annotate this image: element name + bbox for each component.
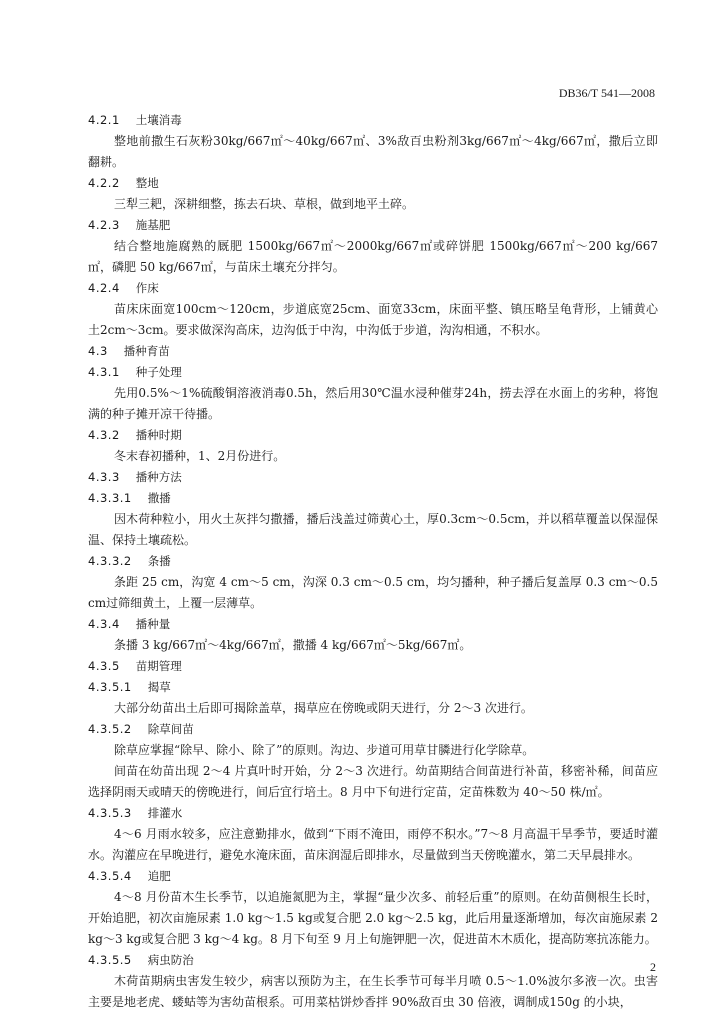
section-heading bbox=[88, 551, 658, 572]
section-title: 病虫防治 bbox=[147, 953, 194, 967]
section-heading bbox=[88, 677, 658, 698]
section-number: 4.3.5.1 bbox=[88, 680, 132, 694]
paragraph: 因木荷种粒小，用火土灰拌匀撒播，播后浅盖过筛黄心土，厚0.3cm～0.5cm，并以稻草覆盖以保湿保温、保持土壤疏松。 bbox=[88, 512, 658, 547]
paragraph: 条播 3 kg/667㎡～4kg/667㎡，撒播 4 kg/667㎡～5kg/667㎡。 bbox=[114, 638, 472, 652]
section-heading bbox=[88, 425, 658, 446]
section-title: 苗期管理 bbox=[135, 659, 182, 673]
section-number: 4.2.3 bbox=[88, 218, 120, 232]
section-title: 追肥 bbox=[147, 869, 171, 883]
section-title: 除草间苗 bbox=[147, 722, 194, 736]
section-heading bbox=[88, 341, 658, 362]
section-title: 作床 bbox=[135, 281, 159, 295]
section-title: 整地 bbox=[135, 176, 159, 190]
section-heading bbox=[88, 173, 658, 194]
paragraph: 4～8 月份苗木生长季节，以追施氮肥为主，掌握“量少次多、前轻后重”的原则。在幼苗侧根生长时，开始追肥，初次亩施尿素 1.0 kg～1.5 kg或复合肥 2.0 kg～2.5 kg，此后用量逐渐增加，每次亩施尿素 2 kg～3 kg或复合肥 3 kg～4 kg。8 月下旬至 9 月上旬施钾肥一次，促进苗木木质化，提高防寒抗冻能力。 bbox=[88, 890, 658, 946]
paragraph: 苗床床面宽100cm～120cm，步道底宽25cm、面宽33cm，床面平整、镇压略呈龟背形，上铺黄心土2cm～3cm。要求做深沟高床，边沟低于中沟，中沟低于步道，沟沟相通，不积水。 bbox=[88, 302, 658, 337]
section-number: 4.3.3 bbox=[88, 470, 120, 484]
section-heading bbox=[88, 110, 658, 131]
section-number: 4.3.5.2 bbox=[88, 722, 132, 736]
section-heading bbox=[88, 278, 658, 299]
paragraph: 条距 25 cm，沟宽 4 cm～5 cm，沟深 0.3 cm～0.5 cm，均匀播种，种子播后复盖厚 0.3 cm～0.5 cm过筛细黄土，上覆一层薄草。 bbox=[88, 575, 658, 610]
section-heading bbox=[88, 215, 658, 236]
paragraph: 结合整地施腐熟的厩肥 1500kg/667㎡～2000kg/667㎡或碎饼肥 1500kg/667㎡～200 kg/667㎡，磷肥 50 kg/667㎡，与苗床土壤充分拌匀。 bbox=[88, 239, 658, 274]
section-number: 4.3.3.2 bbox=[88, 554, 132, 568]
section-title: 种子处理 bbox=[135, 365, 182, 379]
section-heading bbox=[88, 950, 658, 971]
paragraph: 除草应掌握“除早、除小、除了”的原则。沟边、步道可用草甘膦进行化学除草。 bbox=[114, 743, 535, 757]
section-title: 播种育苗 bbox=[123, 344, 170, 358]
section-number: 4.2.2 bbox=[88, 176, 120, 190]
section-title: 播种方法 bbox=[135, 470, 182, 484]
section-title: 播种时期 bbox=[135, 428, 182, 442]
section-title: 施基肥 bbox=[135, 218, 171, 232]
section-heading bbox=[88, 467, 658, 488]
section-heading bbox=[88, 866, 658, 887]
section-number: 4.3.3.1 bbox=[88, 491, 132, 505]
paragraph: 间苗在幼苗出现 2～4 片真叶时开始，分 2～3 次进行。幼苗期结合间苗进行补苗，移密补稀，间苗应选择阴雨天或晴天的傍晚进行，间后宜行培土。8 月中下旬进行定苗，定苗株数为 40～50 株/㎡。 bbox=[88, 764, 658, 799]
section-heading bbox=[88, 803, 658, 824]
section-number: 4.2.1 bbox=[88, 113, 120, 127]
section-number: 4.3.1 bbox=[88, 365, 120, 379]
section-title: 土壤消毒 bbox=[135, 113, 182, 127]
section-number: 4.3.5.4 bbox=[88, 869, 132, 883]
paragraph: 冬末春初播种，1、2月份进行。 bbox=[114, 449, 286, 463]
section-number: 4.3.5.3 bbox=[88, 806, 132, 820]
section-title: 揭草 bbox=[147, 680, 171, 694]
paragraph: 木荷苗期病虫害发生较少，病害以预防为主，在生长季节可每半月喷 0.5～1.0%波尔多液一次。虫害主要是地老虎、蝼蛄等为害幼苗根系。可用菜枯饼炒香拌 90%敌百虫 30 倍液，调制成150g 的小块， bbox=[88, 974, 658, 1009]
paragraph: 先用0.5%～1%硫酸铜溶液消毒0.5h，然后用30℃温水浸种催芽24h，捞去浮在水面上的劣种，将饱满的种子摊开凉干待播。 bbox=[88, 386, 658, 421]
section-number: 4.3 bbox=[88, 344, 108, 358]
document-id: DB36/T 541—2008 bbox=[558, 86, 655, 100]
section-heading bbox=[88, 488, 658, 509]
section-number: 4.3.5 bbox=[88, 659, 120, 673]
section-number: 4.3.5.5 bbox=[88, 953, 132, 967]
section-title: 排灌水 bbox=[147, 806, 183, 820]
paragraph: 4～6 月雨水较多，应注意勤排水，做到“下雨不淹田，雨停不积水。”7～8 月高温干旱季节，要适时灌水。沟灌应在早晚进行，避免水淹床面，苗床润湿后即排水，尽量做到当天傍晚灌水，第二天早晨排水。 bbox=[88, 827, 658, 862]
section-title: 播种量 bbox=[135, 617, 171, 631]
section-heading bbox=[88, 362, 658, 383]
document-body bbox=[88, 110, 658, 1013]
section-title: 条播 bbox=[147, 554, 171, 568]
section-heading bbox=[88, 719, 658, 740]
section-heading bbox=[88, 614, 658, 635]
section-number: 4.3.2 bbox=[88, 428, 120, 442]
paragraph: 整地前撒生石灰粉30kg/667㎡～40kg/667㎡、3%敌百虫粉剂3kg/667㎡～4kg/667㎡，撒后立即翻耕。 bbox=[88, 134, 658, 169]
section-title: 撒播 bbox=[147, 491, 171, 505]
paragraph: 大部分幼苗出土后即可揭除盖草，揭草应在傍晚或阴天进行，分 2～3 次进行。 bbox=[114, 701, 533, 715]
section-number: 4.2.4 bbox=[88, 281, 120, 295]
paragraph: 三犁三耙，深耕细整，拣去石块、草根，做到地平土碎。 bbox=[114, 197, 415, 211]
section-number: 4.3.4 bbox=[88, 617, 120, 631]
page-number: 2 bbox=[650, 960, 656, 974]
section-heading bbox=[88, 656, 658, 677]
